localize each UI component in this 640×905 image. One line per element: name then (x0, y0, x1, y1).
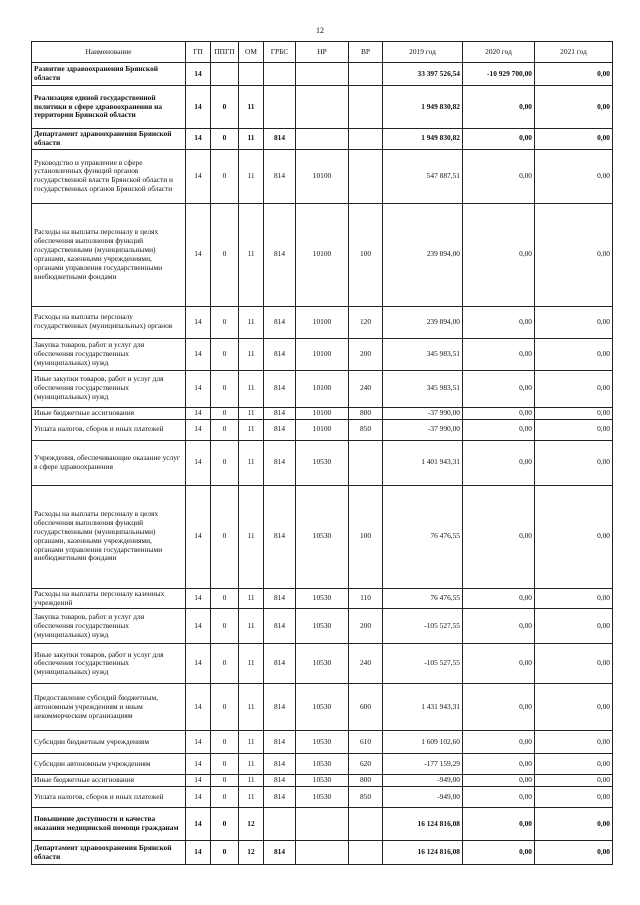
cell-ppgp: 0 (211, 787, 239, 808)
cell-grbs: 814 (264, 787, 296, 808)
cell-nr: 10530 (296, 775, 349, 787)
cell-vr: 800 (349, 407, 383, 419)
cell-y2020: 0,00 (463, 407, 535, 419)
cell-y2019: 239 894,00 (383, 203, 463, 306)
header-gp: ГП (186, 42, 211, 63)
header-om: ОМ (239, 42, 264, 63)
cell-om (239, 63, 264, 86)
table-row (32, 485, 613, 588)
cell-y2021: 0,00 (535, 841, 613, 865)
cell-ppgp: 0 (211, 203, 239, 306)
cell-grbs (264, 63, 296, 86)
cell-y2019: -949,00 (383, 775, 463, 787)
cell-name: Иные закупки товаров, работ и услуг для обеспечения государственных (муниципальных) нужд (32, 370, 186, 407)
cell-gp: 14 (186, 86, 211, 129)
cell-name: Иные бюджетные ассигнования (32, 775, 186, 787)
cell-name: Департамент здравоохранения Брянской области (32, 129, 186, 150)
table-row (32, 731, 613, 754)
cell-y2019: 1 609 102,60 (383, 731, 463, 754)
cell-name: Департамент здравоохранения Брянской области (32, 841, 186, 865)
cell-vr: 620 (349, 754, 383, 775)
cell-y2020: 0,00 (463, 338, 535, 370)
cell-ppgp: 0 (211, 841, 239, 865)
table-row (32, 787, 613, 808)
table-row (32, 149, 613, 203)
cell-y2021: 0,00 (535, 440, 613, 485)
table-row (32, 775, 613, 787)
cell-y2021: 0,00 (535, 86, 613, 129)
cell-grbs: 814 (264, 775, 296, 787)
cell-om: 11 (239, 149, 264, 203)
cell-y2021: 0,00 (535, 338, 613, 370)
cell-name: Расходы на выплаты персоналу государственных (муниципальных) органов (32, 306, 186, 338)
cell-nr: 10530 (296, 644, 349, 684)
cell-vr (349, 808, 383, 841)
cell-y2019: 16 124 816,08 (383, 841, 463, 865)
cell-grbs: 814 (264, 588, 296, 609)
cell-nr (296, 808, 349, 841)
cell-om: 12 (239, 841, 264, 865)
table-row (32, 419, 613, 440)
cell-om: 11 (239, 129, 264, 150)
cell-nr: 10100 (296, 407, 349, 419)
cell-nr: 10530 (296, 485, 349, 588)
header-name: Наименование (32, 42, 186, 63)
cell-name: Расходы на выплаты персоналу в целях обеспечения выполнения функций государственными (муниципальными) органами, казенными учреждениями, органами управления государственными внебюджетными фондами (32, 203, 186, 306)
cell-y2020: 0,00 (463, 419, 535, 440)
cell-name: Субсидии бюджетным учреждениям (32, 731, 186, 754)
cell-y2020: 0,00 (463, 775, 535, 787)
cell-nr: 10530 (296, 440, 349, 485)
cell-vr: 200 (349, 338, 383, 370)
cell-y2020: 0,00 (463, 808, 535, 841)
cell-y2020: 0,00 (463, 485, 535, 588)
cell-om: 11 (239, 440, 264, 485)
cell-vr: 120 (349, 306, 383, 338)
cell-nr: 10530 (296, 684, 349, 731)
cell-y2019: 33 397 526,54 (383, 63, 463, 86)
cell-grbs: 814 (264, 841, 296, 865)
cell-y2020: 0,00 (463, 841, 535, 865)
cell-om: 11 (239, 684, 264, 731)
cell-grbs: 814 (264, 203, 296, 306)
cell-ppgp: 0 (211, 644, 239, 684)
cell-grbs (264, 86, 296, 129)
cell-om: 11 (239, 203, 264, 306)
cell-gp: 14 (186, 644, 211, 684)
cell-name: Учреждения, обеспечивающие оказание услуг в сфере здравоохранения (32, 440, 186, 485)
cell-nr (296, 129, 349, 150)
cell-name: Предоставление субсидий бюджетным, автономным учреждениям и иным некоммерческим организациям (32, 684, 186, 731)
cell-grbs: 814 (264, 754, 296, 775)
cell-grbs: 814 (264, 684, 296, 731)
cell-ppgp: 0 (211, 485, 239, 588)
cell-ppgp: 0 (211, 684, 239, 731)
cell-grbs: 814 (264, 407, 296, 419)
cell-y2019: 547 887,51 (383, 149, 463, 203)
cell-om: 11 (239, 644, 264, 684)
table-row (32, 306, 613, 338)
cell-vr (349, 440, 383, 485)
cell-y2021: 0,00 (535, 684, 613, 731)
table-row (32, 407, 613, 419)
cell-grbs: 814 (264, 644, 296, 684)
cell-y2020: 0,00 (463, 440, 535, 485)
cell-gp: 14 (186, 370, 211, 407)
cell-y2021: 0,00 (535, 370, 613, 407)
cell-name: Развитие здравоохранения Брянской области (32, 63, 186, 86)
cell-name: Повышение доступности и качества оказания медицинской помощи гражданам (32, 808, 186, 841)
cell-vr: 110 (349, 588, 383, 609)
cell-nr: 10530 (296, 609, 349, 644)
table-row (32, 808, 613, 841)
cell-y2020: 0,00 (463, 787, 535, 808)
table-row (32, 338, 613, 370)
cell-grbs: 814 (264, 419, 296, 440)
cell-y2021: 0,00 (535, 485, 613, 588)
cell-ppgp: 0 (211, 775, 239, 787)
cell-om: 11 (239, 306, 264, 338)
cell-gp: 14 (186, 149, 211, 203)
cell-ppgp: 0 (211, 440, 239, 485)
cell-nr (296, 63, 349, 86)
header-ppgp: ППГП (211, 42, 239, 63)
cell-nr: 10100 (296, 419, 349, 440)
cell-om: 11 (239, 609, 264, 644)
cell-name: Закупка товаров, работ и услуг для обеспечения государственных (муниципальных) нужд (32, 338, 186, 370)
cell-y2019: 345 983,51 (383, 338, 463, 370)
cell-y2021: 0,00 (535, 63, 613, 86)
cell-ppgp: 0 (211, 338, 239, 370)
cell-vr (349, 149, 383, 203)
cell-ppgp: 0 (211, 808, 239, 841)
cell-y2020: 0,00 (463, 644, 535, 684)
cell-om: 11 (239, 338, 264, 370)
table-row (32, 370, 613, 407)
cell-name: Уплата налогов, сборов и иных платежей (32, 419, 186, 440)
cell-om: 11 (239, 754, 264, 775)
table-row (32, 86, 613, 129)
cell-gp: 14 (186, 63, 211, 86)
table-row (32, 609, 613, 644)
cell-ppgp: 0 (211, 370, 239, 407)
cell-y2021: 0,00 (535, 129, 613, 150)
table-row (32, 684, 613, 731)
cell-y2020: -10 929 700,00 (463, 63, 535, 86)
cell-om: 11 (239, 419, 264, 440)
cell-y2019: -177 159,29 (383, 754, 463, 775)
cell-gp: 14 (186, 588, 211, 609)
cell-gp: 14 (186, 485, 211, 588)
cell-y2021: 0,00 (535, 306, 613, 338)
cell-y2020: 0,00 (463, 731, 535, 754)
cell-gp: 14 (186, 338, 211, 370)
cell-y2021: 0,00 (535, 149, 613, 203)
cell-gp: 14 (186, 775, 211, 787)
cell-y2021: 0,00 (535, 588, 613, 609)
cell-y2019: -105 527,55 (383, 609, 463, 644)
cell-y2019: 1 949 830,82 (383, 86, 463, 129)
cell-name: Уплата налогов, сборов и иных платежей (32, 787, 186, 808)
table-row (32, 588, 613, 609)
cell-vr: 100 (349, 203, 383, 306)
cell-y2021: 0,00 (535, 731, 613, 754)
cell-om: 11 (239, 775, 264, 787)
cell-ppgp: 0 (211, 129, 239, 150)
cell-gp: 14 (186, 787, 211, 808)
header-grbs: ГРБС (264, 42, 296, 63)
table-row (32, 754, 613, 775)
cell-vr (349, 63, 383, 86)
header-vr: ВР (349, 42, 383, 63)
cell-vr: 240 (349, 370, 383, 407)
cell-ppgp (211, 63, 239, 86)
cell-gp: 14 (186, 841, 211, 865)
cell-om: 11 (239, 588, 264, 609)
cell-vr: 200 (349, 609, 383, 644)
cell-nr (296, 841, 349, 865)
cell-name: Субсидии автономным учреждениям (32, 754, 186, 775)
cell-y2020: 0,00 (463, 609, 535, 644)
cell-y2020: 0,00 (463, 149, 535, 203)
budget-table (31, 41, 613, 865)
cell-grbs: 814 (264, 609, 296, 644)
cell-vr: 100 (349, 485, 383, 588)
cell-nr: 10100 (296, 338, 349, 370)
cell-name: Иные закупки товаров, работ и услуг для обеспечения государственных (муниципальных) нужд (32, 644, 186, 684)
table-header-row (32, 42, 613, 63)
cell-y2020: 0,00 (463, 203, 535, 306)
cell-y2019: 345 983,51 (383, 370, 463, 407)
cell-ppgp: 0 (211, 609, 239, 644)
cell-vr (349, 86, 383, 129)
cell-gp: 14 (186, 129, 211, 150)
cell-gp: 14 (186, 754, 211, 775)
cell-y2019: 1 949 830,82 (383, 129, 463, 150)
cell-y2020: 0,00 (463, 754, 535, 775)
cell-name: Руководство и управление в сфере установленных функций органов государственной власти Брянской области и государственных органов Брянской области (32, 149, 186, 203)
cell-vr: 610 (349, 731, 383, 754)
cell-y2020: 0,00 (463, 306, 535, 338)
cell-grbs: 814 (264, 440, 296, 485)
header-2019: 2019 год (383, 42, 463, 63)
cell-y2021: 0,00 (535, 775, 613, 787)
header-nr: НР (296, 42, 349, 63)
table-row (32, 63, 613, 86)
cell-vr: 850 (349, 419, 383, 440)
cell-y2019: 239 894,00 (383, 306, 463, 338)
cell-ppgp: 0 (211, 149, 239, 203)
cell-y2020: 0,00 (463, 86, 535, 129)
cell-gp: 14 (186, 306, 211, 338)
cell-gp: 14 (186, 684, 211, 731)
cell-vr: 240 (349, 644, 383, 684)
cell-ppgp: 0 (211, 306, 239, 338)
cell-y2019: 76 476,55 (383, 485, 463, 588)
cell-name: Реализация единой государственной политики в сфере здравоохранения на территории Брянской области (32, 86, 186, 129)
cell-gp: 14 (186, 609, 211, 644)
cell-gp: 14 (186, 419, 211, 440)
cell-y2019: -37 990,00 (383, 419, 463, 440)
cell-grbs (264, 808, 296, 841)
cell-y2021: 0,00 (535, 644, 613, 684)
cell-ppgp: 0 (211, 86, 239, 129)
cell-grbs: 814 (264, 370, 296, 407)
table-row (32, 129, 613, 150)
cell-nr: 10100 (296, 203, 349, 306)
cell-gp: 14 (186, 808, 211, 841)
cell-y2019: -949,00 (383, 787, 463, 808)
cell-y2019: 1 431 943,31 (383, 684, 463, 731)
cell-y2021: 0,00 (535, 407, 613, 419)
page-number: 12 (316, 26, 324, 35)
cell-y2021: 0,00 (535, 787, 613, 808)
cell-grbs: 814 (264, 149, 296, 203)
cell-y2020: 0,00 (463, 370, 535, 407)
cell-y2021: 0,00 (535, 754, 613, 775)
table-row (32, 203, 613, 306)
cell-grbs: 814 (264, 306, 296, 338)
cell-y2019: -105 527,55 (383, 644, 463, 684)
header-2021: 2021 год (535, 42, 613, 63)
cell-y2021: 0,00 (535, 419, 613, 440)
cell-ppgp: 0 (211, 407, 239, 419)
cell-ppgp: 0 (211, 754, 239, 775)
cell-y2020: 0,00 (463, 588, 535, 609)
cell-om: 12 (239, 808, 264, 841)
cell-vr (349, 129, 383, 150)
cell-grbs: 814 (264, 338, 296, 370)
cell-ppgp: 0 (211, 419, 239, 440)
table-row (32, 644, 613, 684)
cell-vr: 600 (349, 684, 383, 731)
cell-om: 11 (239, 407, 264, 419)
cell-ppgp: 0 (211, 588, 239, 609)
cell-grbs: 814 (264, 129, 296, 150)
cell-gp: 14 (186, 440, 211, 485)
table-row (32, 841, 613, 865)
cell-grbs: 814 (264, 485, 296, 588)
cell-om: 11 (239, 787, 264, 808)
cell-gp: 14 (186, 407, 211, 419)
cell-ppgp: 0 (211, 731, 239, 754)
cell-vr: 850 (349, 787, 383, 808)
cell-nr: 10530 (296, 787, 349, 808)
cell-y2019: 1 401 943,31 (383, 440, 463, 485)
cell-nr: 10100 (296, 370, 349, 407)
cell-nr: 10530 (296, 754, 349, 775)
cell-y2020: 0,00 (463, 684, 535, 731)
cell-om: 11 (239, 370, 264, 407)
cell-y2019: 16 124 816,08 (383, 808, 463, 841)
cell-vr (349, 841, 383, 865)
cell-y2020: 0,00 (463, 129, 535, 150)
cell-vr: 800 (349, 775, 383, 787)
cell-nr: 10100 (296, 306, 349, 338)
cell-om: 11 (239, 86, 264, 129)
cell-nr: 10100 (296, 149, 349, 203)
cell-y2021: 0,00 (535, 609, 613, 644)
cell-gp: 14 (186, 731, 211, 754)
cell-y2019: -37 990,00 (383, 407, 463, 419)
cell-om: 11 (239, 731, 264, 754)
cell-y2019: 76 476,55 (383, 588, 463, 609)
cell-name: Расходы на выплаты персоналу казенных учреждений (32, 588, 186, 609)
cell-gp: 14 (186, 203, 211, 306)
table-row (32, 440, 613, 485)
cell-nr: 10530 (296, 588, 349, 609)
cell-nr (296, 86, 349, 129)
cell-y2021: 0,00 (535, 203, 613, 306)
header-2020: 2020 год (463, 42, 535, 63)
cell-name: Закупка товаров, работ и услуг для обеспечения государственных (муниципальных) нужд (32, 609, 186, 644)
cell-y2021: 0,00 (535, 808, 613, 841)
cell-grbs: 814 (264, 731, 296, 754)
cell-name: Иные бюджетные ассигнования (32, 407, 186, 419)
cell-om: 11 (239, 485, 264, 588)
cell-name: Расходы на выплаты персоналу в целях обеспечения выполнения функций государственными (муниципальными) органами, казенными учреждениями, органами управления государственными внебюджетными фондами (32, 485, 186, 588)
table-body (32, 63, 613, 865)
cell-nr: 10530 (296, 731, 349, 754)
